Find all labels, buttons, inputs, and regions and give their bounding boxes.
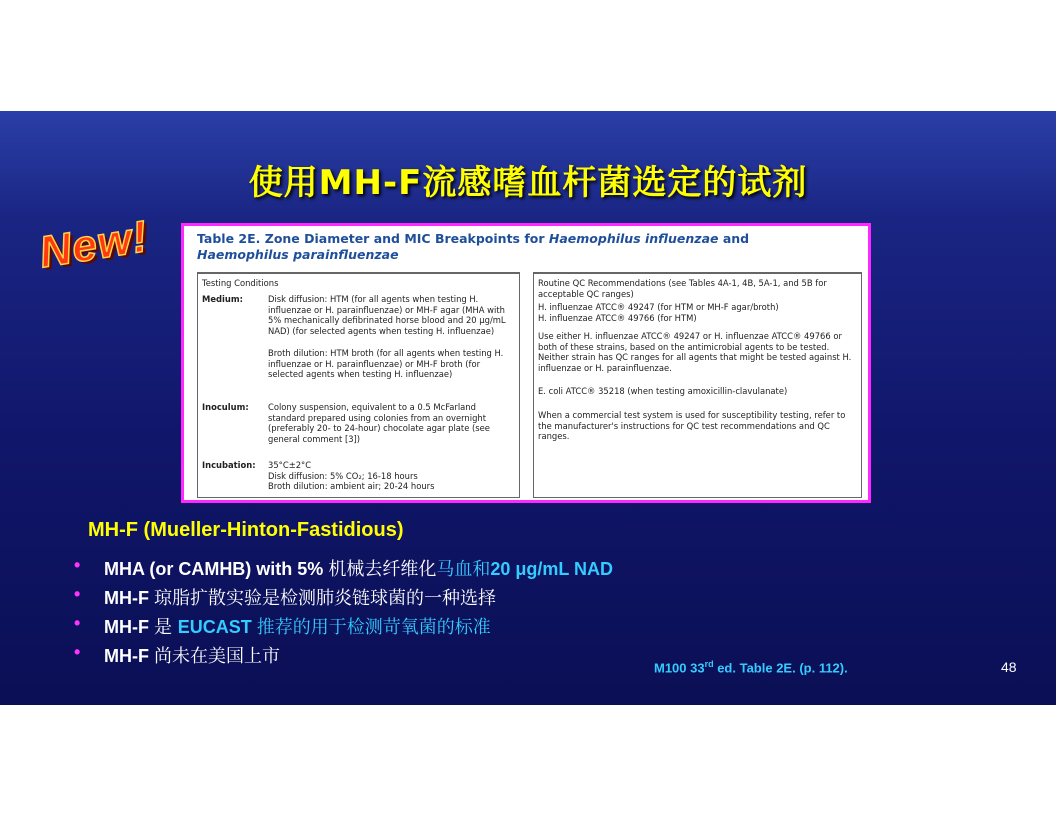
testing-conditions-panel bbox=[197, 272, 520, 498]
table-caption: Table 2E. Zone Diameter and MIC Breakpoints for Haemophilus influenzae and Haemophilus parainfluenzae bbox=[197, 231, 750, 262]
qc-paragraph-2: E. coli ATCC® 35218 (when testing amoxicillin-clavulanate) bbox=[538, 386, 788, 396]
body-text: MH-F (Mueller-Hinton-Fastidious) • MHA (or CAMHB) with 5% 机械去纤维化马血和20 μg/mL NAD • MH-F 琼脂扩散实验是检测肺炎链球菌的一种选择 • MH-F 是 EUCAST 推荐的用于检测苛氧菌的标准 • MH-F 尚未在美国上市 bbox=[74, 519, 614, 667]
inoculum-label: Inoculum: bbox=[202, 402, 249, 412]
page-number: 48 bbox=[1001, 659, 1017, 675]
qc-paragraph-1: Use either H. influenzae ATCC® 49247 or H. influenzae ATCC® 49766 or both of these strains, based on the antimicrobial agents to be tested. Neither strain has QC ranges for all agents that might be tested against H. influenzae or H. parainfluenzae. bbox=[538, 331, 852, 374]
medium-label: Medium: bbox=[202, 294, 243, 304]
qc-heading: Routine QC Recommendations (see Tables 4A-1, 4B, 5A-1, and 5B for acceptable QC ranges) bbox=[538, 278, 827, 299]
bullet-dot-icon: • bbox=[74, 642, 81, 662]
body-heading: MH-F (Mueller-Hinton-Fastidious) bbox=[88, 519, 404, 541]
bullet-dot-icon: • bbox=[74, 613, 81, 633]
new-badge: New! bbox=[36, 211, 152, 278]
table-image bbox=[181, 223, 871, 503]
testing-conditions-heading: Testing Conditions bbox=[202, 278, 279, 288]
qc-recommendations-panel bbox=[533, 272, 862, 498]
bullet-dot-icon: • bbox=[74, 555, 81, 575]
inoculum-text: Colony suspension, equivalent to a 0.5 McFarland standard prepared using colonies from an overnight (preferably 20- to 24-hour) chocolate agar plate (see general comment [3]) bbox=[268, 402, 490, 445]
slide-title: 使用MH-F流感嗜血杆菌选定的试剂 bbox=[248, 163, 808, 203]
incubation-broth: Broth dilution: ambient air; 20-24 hours bbox=[268, 481, 435, 492]
slide bbox=[0, 111, 1056, 705]
incubation-label: Incubation: bbox=[202, 460, 256, 470]
bullet-dot-icon: • bbox=[74, 584, 81, 604]
medium-broth-dilution: Broth dilution: HTM broth (for all agents when testing H. influenzae or H. parainfluenzae) or MH-F broth (for selected agents when testing H. influenzae) bbox=[268, 347, 504, 380]
reference-citation: M100 33rd ed. Table 2E. (p. 112). bbox=[654, 659, 848, 676]
qc-strain-1: H. influenzae ATCC® 49247 (for HTM or MH-F agar/broth) bbox=[538, 302, 779, 312]
medium-disk-diffusion: Disk diffusion: HTM (for all agents when testing H. influenzae or H. parainfluenzae) or MH-F agar (MHA with 5% mechanically defibrinated horse blood and 20 μg/mL NAD) (for selected agents when testing H. influenzae) bbox=[268, 294, 506, 337]
qc-paragraph-3: When a commercial test system is used for susceptibility testing, refer to the manufacturer's instructions for QC test recommendations and QC ranges. bbox=[538, 410, 846, 442]
qc-strain-2: H. influenzae ATCC® 49766 (for HTM) bbox=[538, 313, 697, 323]
incubation-disk: Disk diffusion: 5% CO₂; 16-18 hours bbox=[268, 470, 418, 481]
incubation-temp: 35°C±2°C bbox=[268, 460, 312, 470]
